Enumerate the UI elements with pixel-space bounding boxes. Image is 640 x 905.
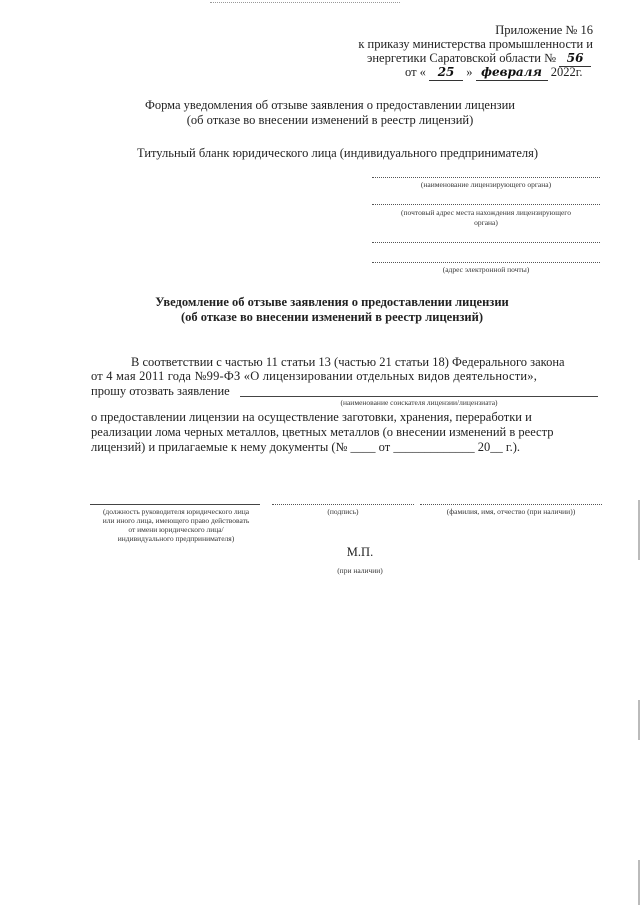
position-caption-3: от имени юридического лица/ bbox=[128, 525, 224, 534]
appendix-date bbox=[405, 65, 583, 81]
signature-field bbox=[272, 504, 414, 505]
stamp-label: М.П. bbox=[346, 545, 374, 559]
form-title-line2: (об отказе во внесении изменений в реестр лицензий) bbox=[186, 113, 474, 127]
appendix-order-ref: к приказу министерства промышленности и bbox=[358, 37, 593, 51]
signature-caption: (подпись) bbox=[327, 507, 359, 516]
org-name-caption: (наименование лицензирующего органа) bbox=[420, 180, 552, 189]
position-field bbox=[90, 504, 260, 505]
position-caption-4: индивидуального предпринимателя) bbox=[117, 534, 235, 543]
date-year: 2022г. bbox=[550, 65, 583, 79]
body-p2-line1: о предоставлении лицензии на осуществление заготовки, хранения, переработки и bbox=[91, 410, 532, 424]
org-name-field bbox=[372, 177, 600, 178]
postal-address-caption-1: (почтовый адрес места нахождения лицензирующего bbox=[401, 208, 571, 217]
date-mid: » bbox=[466, 65, 473, 79]
postal-address-field-2 bbox=[372, 242, 600, 243]
postal-address-field bbox=[372, 204, 600, 205]
position-caption-1: (должность руководителя юридического лица bbox=[102, 507, 250, 516]
date-prefix: от « bbox=[405, 65, 426, 79]
date-day-handwritten: 25 bbox=[429, 65, 463, 81]
order-number-handwritten: 56 bbox=[559, 51, 591, 67]
body-p2-line3: лицензий) и прилагаемые к нему документы (№ ____ от _____________ 20__ г.). bbox=[91, 440, 520, 454]
appendix-number: Приложение № 16 bbox=[495, 23, 593, 37]
scan-artifact-line bbox=[210, 2, 400, 3]
position-caption-2: или иного лица, имеющего право действовать bbox=[102, 516, 250, 525]
applicant-name-field bbox=[240, 396, 598, 397]
stamp-caption: (при наличии) bbox=[337, 566, 383, 575]
body-p1-line1: В соответствии с частью 11 статьи 13 (частью 21 статьи 18) Федерального закона bbox=[131, 355, 565, 369]
applicant-caption: (наименование соискателя лицензии/лицензиата) bbox=[340, 398, 498, 407]
body-p1-line3: прошу отозвать заявление bbox=[91, 384, 230, 398]
full-name-caption: (фамилия, имя, отчество (при наличии)) bbox=[446, 507, 576, 516]
body-p2-line2: реализации лома черных металлов, цветных металлов (о внесении изменений в реестр bbox=[91, 425, 554, 439]
date-month-handwritten: февраля bbox=[476, 65, 548, 81]
body-p1-line2: от 4 мая 2011 года №99-ФЗ «О лицензировании отдельных видов деятельности», bbox=[91, 369, 538, 383]
appendix-ministry-text: энергетики Саратовской области № bbox=[367, 51, 557, 65]
form-title-line1: Форма уведомления об отзыве заявления о предоставлении лицензии bbox=[145, 98, 515, 112]
email-caption: (адрес электронной почты) bbox=[442, 265, 530, 274]
notice-title-line2: (об отказе во внесении изменений в реестр лицензий) bbox=[181, 310, 483, 324]
email-field bbox=[372, 262, 600, 263]
full-name-field bbox=[420, 504, 602, 505]
postal-address-caption-2: органа) bbox=[474, 218, 498, 227]
title-blank-label: Титульный бланк юридического лица (индивидуального предпринимателя) bbox=[137, 146, 539, 160]
notice-title-line1: Уведомление об отзыве заявления о предоставлении лицензии bbox=[155, 295, 509, 309]
